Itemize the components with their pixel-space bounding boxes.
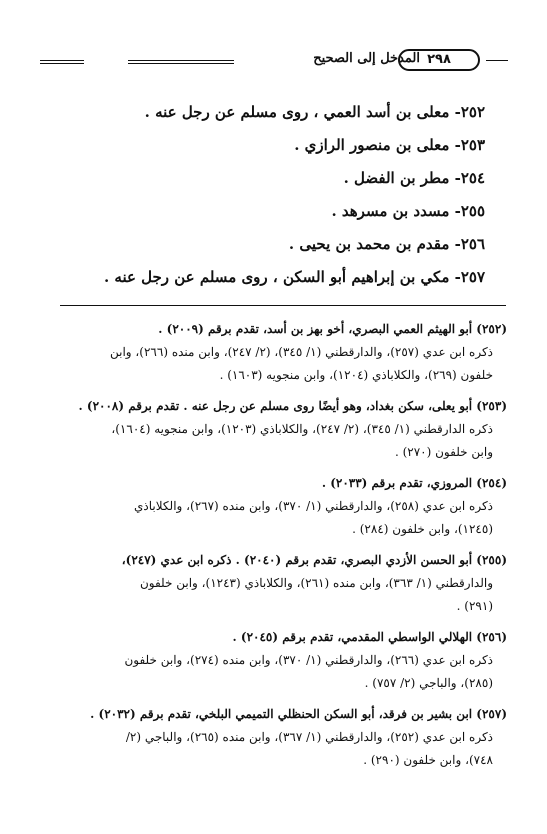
header-rule-right [486,60,508,61]
main-entries [55,96,485,294]
main-entry: ٢٥٦- مقدم بن محمد بن يحيى . [288,235,485,253]
footnote-line: ذكره ابن عدي (٢٥٧)، والدارقطني (١/ ٣٤٥)، (٢/ ٢٤٧)، وابن منده (٢٦٦)، وابن [110,345,493,359]
footnote-line: ذكره ابن عدي (٢٦٦)، والدارقطني (١/ ٣٧٠)، وابن منده (٢٧٤)، وابن خلفون [124,653,493,667]
main-entry: ٢٥٥- مسدد بن مسرهد . [331,202,485,220]
footnote-heading: (٢٥٦) الهلالي الواسطي المقدمي، تقدم برقم (٢٠٤٥) . [232,630,507,644]
footnote [41,395,507,464]
footnote-line: خلفون (٢٦٩)، والكلاباذي (١٢٠٤)، وابن منجويه (١٦٠٣) . [219,368,493,382]
footnote-line: (٢٩١) . [456,599,493,613]
main-entry: ٢٥٧- مكي بن إبراهيم أبو السكن ، روى مسلم عن رجل عنه . [103,268,485,286]
main-entry: ٢٥٢- معلى بن أسد العمي ، روى مسلم عن رجل عنه . [144,103,485,121]
page-number-badge: ٢٩٨ [398,49,480,71]
footnote-line: (٢٨٥)، والباجي (٢/ ٧٥٧) . [364,676,493,690]
book-title: المدخل إلى الصحيح [313,51,420,66]
header-rule-left [40,60,84,61]
footnote [41,318,507,387]
footnotes [41,318,507,780]
footnote-line: ٧٤٨)، وابن خلفون (٢٩٠) . [363,753,493,767]
page-header [40,44,508,78]
main-entry: ٢٥٣- معلى بن منصور الرازي . [294,136,485,154]
footnote-line: وابن خلفون (٢٧٠) . [394,445,493,459]
footnote-line: ذكره ابن عدي (٢٥٨)، والدارقطني (١/ ٣٧٠)، وابن منده (٢٦٧)، والكلاباذي [134,499,493,513]
footnote-line: (١٢٤٥)، وابن خلفون (٢٨٤) . [352,522,493,536]
footnote [41,472,507,541]
footnote-line: والدارقطني (١/ ٣٦٣)، وابن منده (٢٦١)، والكلاباذي (١٢٤٣)، وابن خلفون [139,576,493,590]
footnote-heading: (٢٥٥) أبو الحسن الأزدي البصري، تقدم برقم (٢٠٤٠) . ذكره ابن عدي (٢٤٧)، [121,553,507,567]
footnote [41,703,507,772]
main-entry: ٢٥٤- مطر بن الفضل . [343,169,485,187]
footnote-line: ذكره ابن عدي (٢٥٢)، والدارقطني (١/ ٣٦٧)، وابن منده (٢٦٥)، والباجي (٢/ [125,730,493,744]
footnote-heading: (٢٥٣) أبو يعلى، سكن بغداد، وهو أيضًا روى مسلم عن رجل عنه . تقدم برقم (٢٠٠٨) . [78,399,507,413]
footnote [41,549,507,618]
header-rule-left-2 [40,63,84,64]
footnote-heading: (٢٥٧) ابن بشير بن فرقد، أبو السكن الحنظلي التميمي البلخي، تقدم برقم (٢٠٣٢) . [90,707,507,721]
footnote [41,626,507,695]
header-rule-middle [128,60,234,61]
footnote-line: ذكره الدارقطني (١/ ٣٤٥)، (٢/ ٢٤٧)، والكلاباذي (١٢٠٣)، وابن منجويه (١٦٠٤)، [111,422,493,436]
footnote-divider [60,305,506,306]
header-rule-middle-2 [128,63,234,64]
footnote-heading: (٢٥٤) المروزي، تقدم برقم (٢٠٣٣) . [321,476,507,490]
footnote-heading: (٢٥٢) أبو الهيثم العمي البصري، أخو بهز بن أسد، تقدم برقم (٢٠٠٩) . [158,322,507,336]
